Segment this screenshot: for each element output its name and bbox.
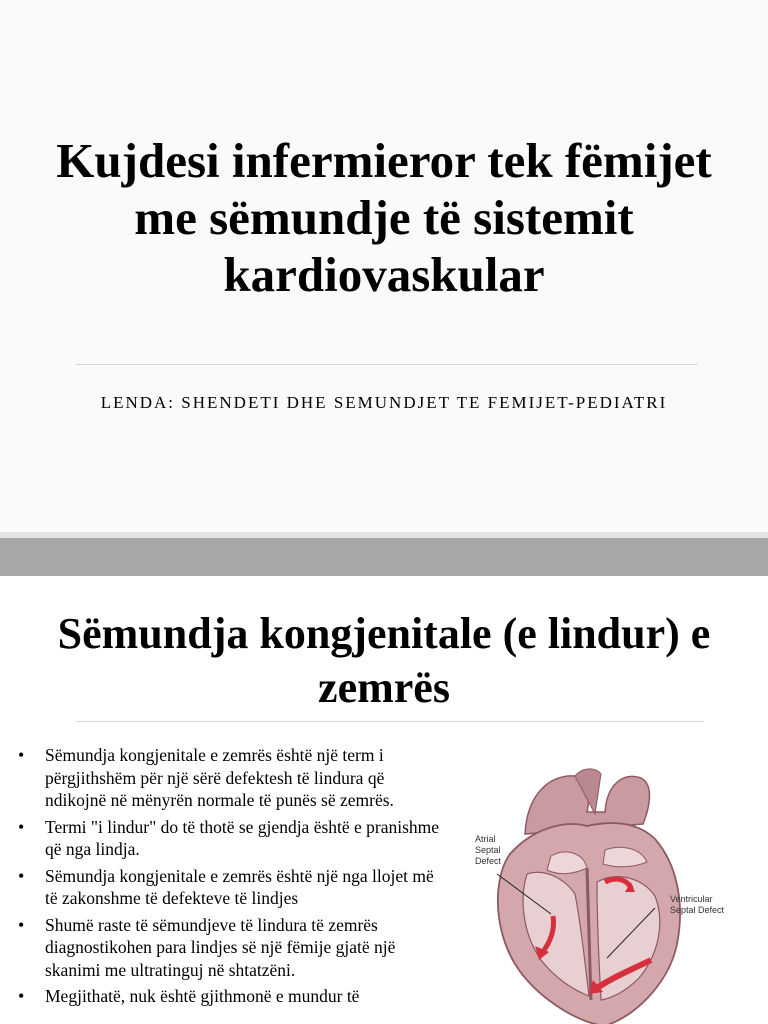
bullet-icon: • bbox=[18, 745, 25, 765]
bullet-icon: • bbox=[18, 914, 25, 935]
title-divider bbox=[76, 364, 698, 365]
bullet-text: Termi "i lindur" do të thotë se gjendja është e pranishme që nga lindja. bbox=[45, 816, 440, 859]
slide-title-heading: Kujdesi infermieror tek fëmijet me sëmundje të sistemit kardiovaskular bbox=[56, 133, 712, 302]
bullet-item bbox=[18, 914, 444, 982]
atrial-label-2: Septal bbox=[475, 845, 501, 855]
ventricular-label-2: Septal Defect bbox=[670, 905, 725, 915]
bullet-icon: • bbox=[18, 986, 25, 1006]
slide-content bbox=[0, 576, 768, 1024]
content-slide-title: Sëmundja kongjenitale (e lindur) e zemrës bbox=[57, 609, 711, 712]
content-title-divider bbox=[76, 721, 704, 722]
bullet-text: Sëmundja kongjenitale e zemrës është një term i përgjithshëm për një sërë defektesh të lindura që ndikojnë në mënyrën normale të punës së zemrës. bbox=[45, 745, 394, 810]
bullet-item bbox=[18, 985, 444, 1008]
slide-subtitle: LENDA: SHENDETI DHE SEMUNDJET TE FEMIJET-PEDIATRI bbox=[100, 393, 668, 412]
heart-diagram-icon bbox=[455, 764, 745, 1024]
atrial-label-1: Atrial bbox=[475, 834, 496, 844]
atrial-label-3: Defect bbox=[475, 856, 502, 866]
bullet-icon: • bbox=[18, 816, 25, 837]
bullet-icon: • bbox=[18, 865, 25, 886]
bullet-list bbox=[18, 744, 444, 1012]
bullet-item bbox=[18, 816, 444, 861]
bullet-item bbox=[18, 744, 444, 812]
bullet-item bbox=[18, 865, 444, 910]
bullet-text: Shumë raste të sëmundjeve të lindura të zemrës diagnostikohen para lindjes së një fëmije gjatë një skanimi me ultratinguj në shtatzëni. bbox=[45, 914, 396, 980]
bullet-text: Megjithatë, nuk është gjithmonë e mundur të bbox=[45, 986, 360, 1006]
bullet-text: Sëmundja kongjenitale e zemrës është një nga llojet më të zakonshme të defekteve të lindjes bbox=[45, 865, 434, 908]
slide-separator bbox=[0, 538, 768, 576]
ventricular-label-1: Ventricular bbox=[670, 894, 713, 904]
